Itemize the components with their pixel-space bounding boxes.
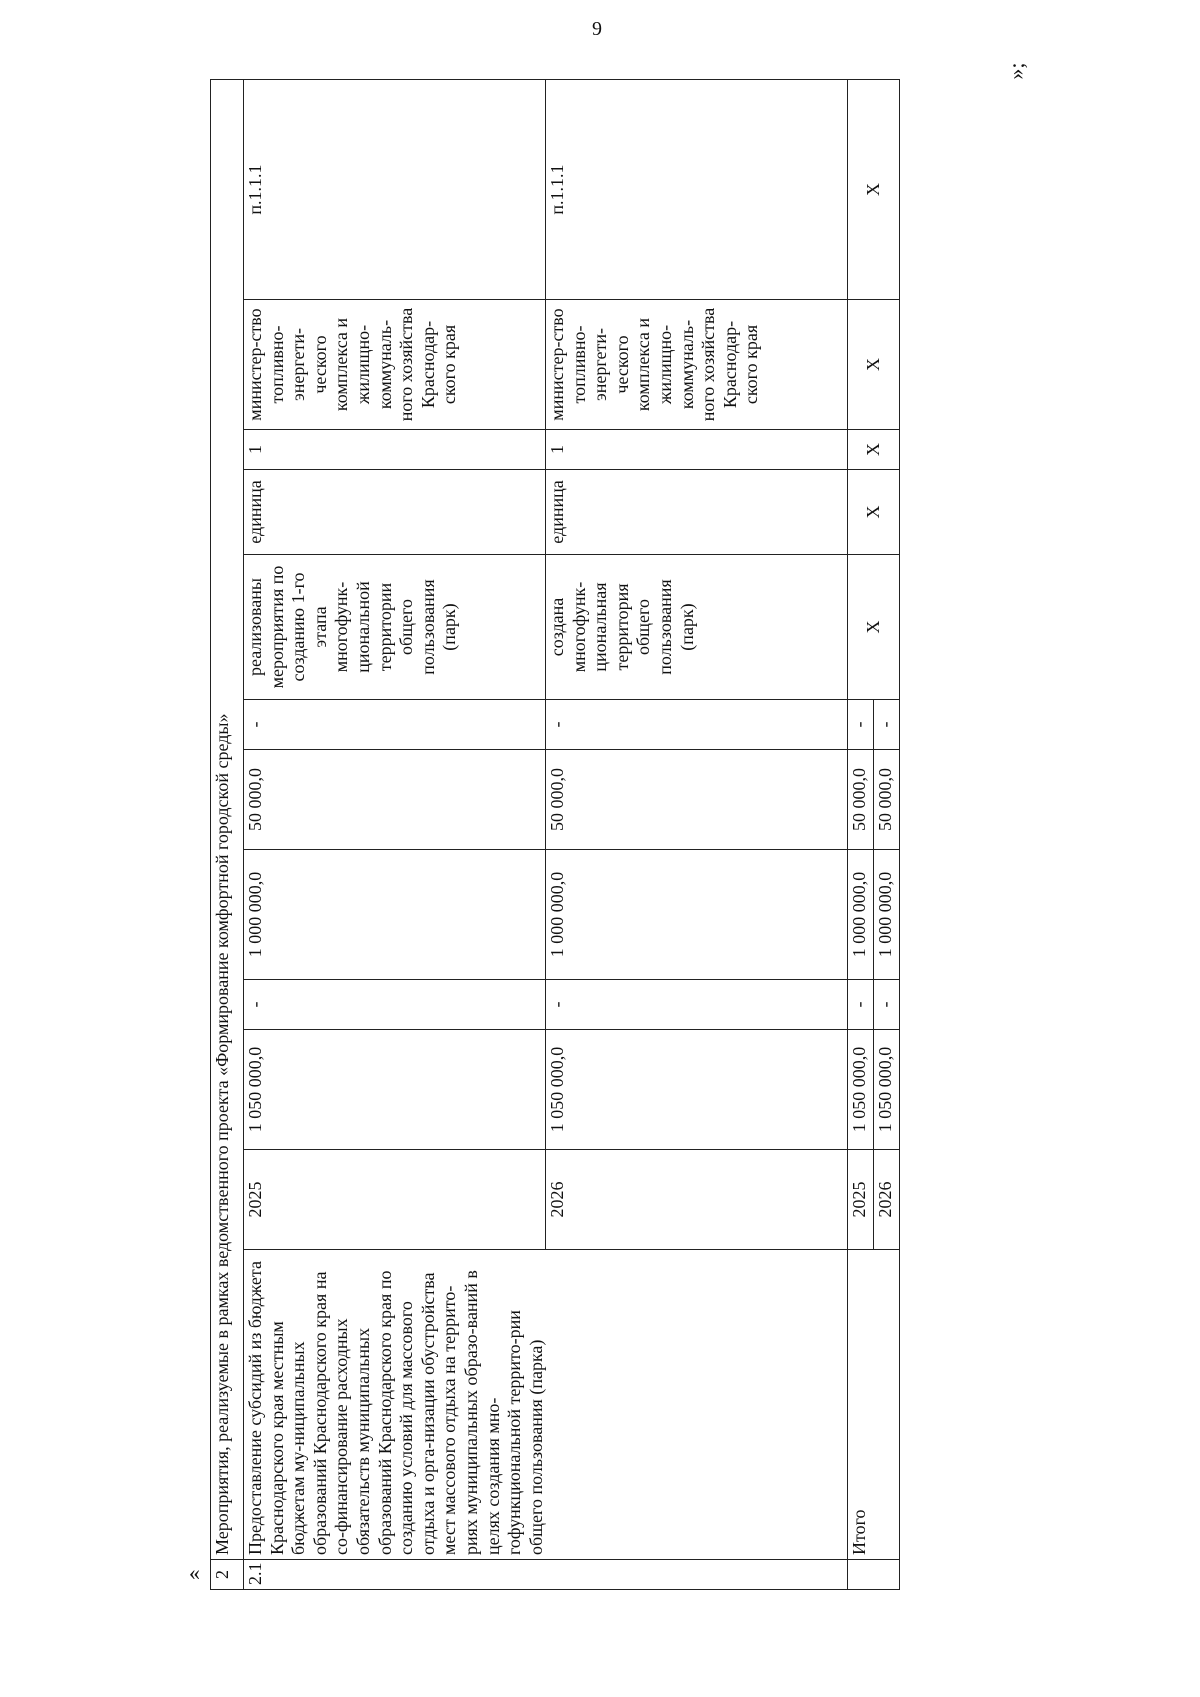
unit-cell: единица <box>546 470 848 555</box>
local-amount: 50 000,0 <box>244 750 546 850</box>
reference-cell: п.1.1.1 <box>244 80 546 300</box>
regional-amount: 1 000 000,0 <box>848 850 874 980</box>
row-number: 2.1 <box>244 1560 848 1590</box>
total-amount: 1 050 000,0 <box>244 1030 546 1150</box>
total-x-unit: X <box>848 470 900 555</box>
section-title: Мероприятия, реализуемые в рамках ведомственного проекта «Формирование комфортной городской среды» <box>211 80 244 1560</box>
reference-cell: п.1.1.1 <box>546 80 848 300</box>
unit-cell: единица <box>244 470 546 555</box>
rotated-table-container <box>210 80 1000 1590</box>
year-cell: 2025 <box>244 1150 546 1250</box>
page-number: 9 <box>592 18 602 40</box>
extra-amount: - <box>244 700 546 750</box>
section-number: 2 <box>211 1560 244 1590</box>
table-row <box>244 80 546 1590</box>
federal-amount: - <box>244 980 546 1030</box>
regional-amount: 1 000 000,0 <box>546 850 848 980</box>
executor-cell: министер-ство топливно-энергети-ческого комплекса и жилищно-коммуналь-ного хозяйства Краснодар-ского края <box>546 300 848 430</box>
total-x-value: X <box>848 430 900 470</box>
year-cell: 2026 <box>874 1150 900 1250</box>
local-amount: 50 000,0 <box>546 750 848 850</box>
measures-table <box>210 79 900 1590</box>
local-amount: 50 000,0 <box>874 750 900 850</box>
extra-amount: - <box>546 700 848 750</box>
total-x-executor: X <box>848 300 900 430</box>
total-amount: 1 050 000,0 <box>546 1030 848 1150</box>
regional-amount: 1 000 000,0 <box>244 850 546 980</box>
regional-amount: 1 000 000,0 <box>874 850 900 980</box>
total-number-cell <box>848 1560 900 1590</box>
total-x-result: X <box>848 555 900 700</box>
total-amount: 1 050 000,0 <box>874 1030 900 1150</box>
value-cell: 1 <box>546 430 848 470</box>
result-description: реализованы мероприятия по созданию 1-го этапа многофунк-циональной территории общего пользования (парк) <box>244 555 546 700</box>
local-amount: 50 000,0 <box>848 750 874 850</box>
result-description: создана многофунк-циональная территория общего пользования (парк) <box>546 555 848 700</box>
opening-quote: « <box>189 1560 200 1585</box>
year-cell: 2026 <box>546 1150 848 1250</box>
extra-amount: - <box>848 700 874 750</box>
federal-amount: - <box>874 980 900 1030</box>
value-cell: 1 <box>244 430 546 470</box>
total-x-reference: X <box>848 80 900 300</box>
federal-amount: - <box>848 980 874 1030</box>
extra-amount: - <box>874 700 900 750</box>
year-cell: 2025 <box>848 1150 874 1250</box>
total-label: Итого <box>848 1250 900 1560</box>
measure-description: Предоставление субсидий из бюджета Краснодарского края местным бюджетам му-ниципальных образований Краснодарского края на со-финансирование расходных обязательств муниципальных образований Краснодарского края по созданию условий для массового отдыха и орга-низации обустройства мест массового отдыха на террито-риях муниципальных образо-ваний в целях создания мно-гофункциональной террито-рии общего пользования (парка) <box>244 1250 848 1560</box>
federal-amount: - <box>546 980 848 1030</box>
total-row <box>848 80 874 1590</box>
executor-cell: министер-ство топливно-энергети-ческого комплекса и жилищно-коммуналь-ного хозяйства Краснодар-ского края <box>244 300 546 430</box>
section-row <box>211 80 244 1590</box>
closing-quote: »; <box>1003 62 1029 80</box>
total-amount: 1 050 000,0 <box>848 1030 874 1150</box>
